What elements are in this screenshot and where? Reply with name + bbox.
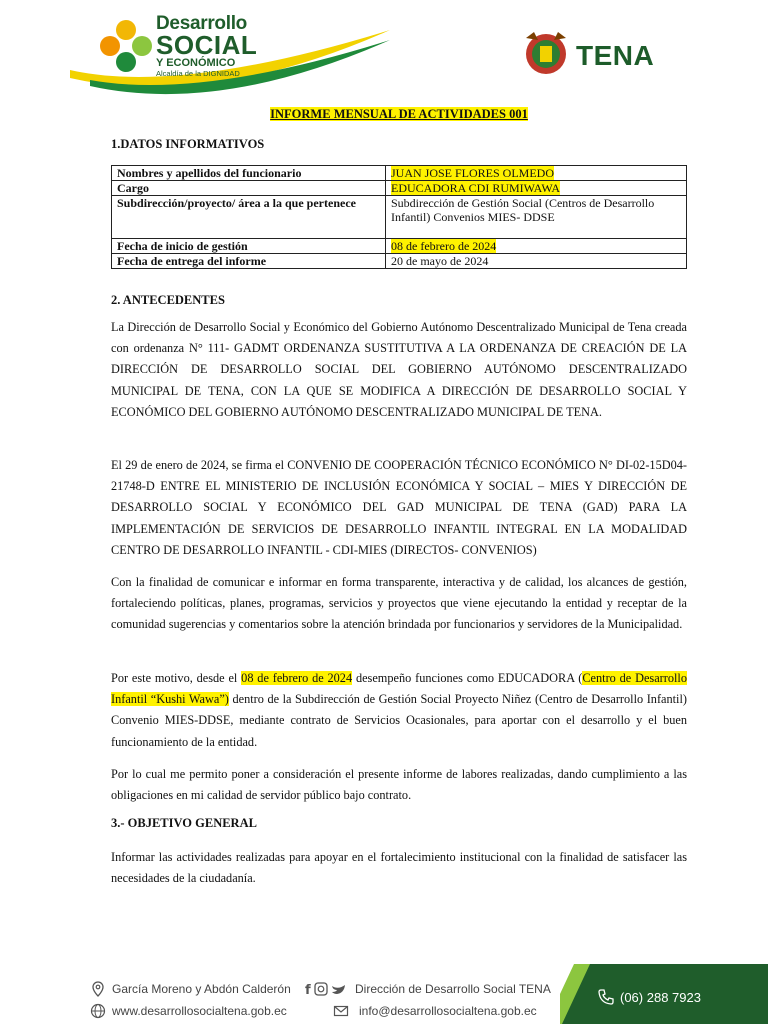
social-text[interactable]: Dirección de Desarrollo Social TENA <box>355 982 551 996</box>
paragraph-antecedentes-3: Con la finalidad de comunicar e informar en forma transparente, interactiva y de calidad, los alcances de gestión, fortaleciendo políticas, planes, programas, servicios y proyectos que viene ejecutando la entidad y receptar de la comunidad sugerencias y comentarios sobre la atención brindada por funcionarios y servidores de la Municipalidad. <box>111 575 687 632</box>
highlighted-center-name: Centro de Desarrollo Infantil “Kushi Wawa”) <box>111 671 687 707</box>
paragraph-text: dentro de la Subdirección de Gestión Social Proyecto Niñez (Centro de Desarrollo Infantil) Convenio MIES-DDSE, mediante contrato de Servicios Ocasionales, para aportar con el desarrollo y el buen funcionamiento de la entidad. <box>111 692 687 749</box>
paragraph-antecedentes-2: El 29 de enero de 2024, se firma el CONVENIO DE COOPERACIÓN TÉCNICO ECONÓMICO N° DI-02-15D04-21748-D ENTRE EL MINISTERIO DE INCLUSIÓN ECONÓMICA Y SOCIAL – MIES Y DIRECCIÓN DE DESARROLLO SOCIAL Y ECONÓMICO DEL GAD MUNICIPAL DE TENA (GAD) PARA LA IMPLEMENTACIÓN DE SERVICIOS DE DESARROLLO INFANTIL INTEGRAL EN LA MODALIDAD CENTRO DE DESARROLLO INFANTIL - CDI-MIES (DIRECTOS- CONVENIOS) <box>111 458 687 557</box>
highlighted-value: EDUCADORA CDI RUMIWAWA <box>391 181 561 195</box>
footer-contact-left <box>90 978 291 1022</box>
footer-contact-mid <box>305 978 551 1022</box>
paragraph-objetivo: Informar las actividades realizadas para apoyar en el fortalecimiento institucional con la finalidad de satisfacer las necesidades de la ciudadanía. <box>111 850 687 886</box>
brand-line-2: SOCIAL <box>156 30 258 60</box>
paragraph-antecedentes-5: Por lo cual me permito poner a consideración el presente informe de labores realizadas, dando cumplimiento a las obligaciones en mi calidad de servidor público bajo contrato. <box>111 767 687 803</box>
table-label: Subdirección/proyecto/ área a la que pertenece <box>112 196 386 239</box>
email-link[interactable]: info@desarrollosocialtena.gob.ec <box>359 1004 537 1018</box>
section-3-heading: 3.- OBJETIVO GENERAL <box>111 816 257 830</box>
website-link[interactable]: www.desarrollosocialtena.gob.ec <box>112 1004 287 1018</box>
info-table <box>111 165 687 269</box>
phone-icon <box>597 988 615 1006</box>
paragraph-antecedentes-1: La Dirección de Desarrollo Social y Económico del Gobierno Autónomo Descentralizado Municipal de Tena creada con ordenanza N° 111- GADMT ORDENANZA SUSTITUTIVA A LA ORDENANZA DE CREACIÓN DE LA DIRECCIÓN DE DESARROLLO SOCIAL DEL GOBIERNO AUTÓNOMO DESCENTRALIZADO MUNICIPAL DE TENA, CON LA QUE SE MODIFICA A DIRECCIÓN DE DESARROLLO SOCIAL Y ECONÓMICO DEL GOBIERNO AUTÓNOMO DESCENTRALIZADO MUNICIPAL DE TENA. <box>111 320 687 419</box>
tena-wordmark: TENA <box>576 40 655 71</box>
section-2-heading: 2. ANTECEDENTES <box>111 293 225 307</box>
tena-seal-icon <box>520 28 572 80</box>
report-title <box>111 106 687 122</box>
table-row <box>112 196 687 239</box>
table-label: Cargo <box>112 181 386 196</box>
desarrollo-social-logo <box>98 12 268 92</box>
table-row <box>112 166 687 181</box>
report-body <box>111 106 687 886</box>
globe-icon <box>90 1003 106 1019</box>
letterhead-footer <box>0 964 768 1024</box>
table-row <box>112 239 687 254</box>
paragraph-antecedentes-4 <box>111 668 687 753</box>
phone-number[interactable]: (06) 288 7923 <box>620 990 701 1005</box>
section-1-heading: 1.DATOS INFORMATIVOS <box>111 137 265 151</box>
brand-line-4: Alcaldía de la DIGNIDAD <box>156 69 240 78</box>
footer-website[interactable] <box>90 1000 291 1022</box>
social-media-icons <box>305 981 349 997</box>
footer-email[interactable] <box>305 1000 551 1022</box>
brand-line-1: Desarrollo <box>156 13 247 34</box>
table-value <box>386 166 687 181</box>
highlighted-value: 08 de febrero de 2024 <box>391 239 497 253</box>
table-value <box>386 181 687 196</box>
footer-address <box>90 978 291 1000</box>
table-label: Fecha de entrega del informe <box>112 254 386 269</box>
brand-wordmark <box>156 14 257 78</box>
table-label: Nombres y apellidos del funcionario <box>112 166 386 181</box>
table-row <box>112 254 687 269</box>
report-title-text: INFORME MENSUAL DE ACTIVIDADES 001 <box>270 107 528 121</box>
highlighted-value: JUAN JOSE FLORES OLMEDO <box>391 166 555 180</box>
location-pin-icon <box>90 981 106 997</box>
footer-social[interactable] <box>305 978 551 1000</box>
table-label: Fecha de inicio de gestión <box>112 239 386 254</box>
svg-text:f: f <box>305 983 311 997</box>
brand-line-3: Y ECONÓMICO <box>156 57 236 69</box>
address-text: García Moreno y Abdón Calderón <box>112 982 291 996</box>
paragraph-text: Por este motivo, desde el <box>111 671 242 685</box>
table-value: 20 de mayo de 2024 <box>386 254 687 269</box>
table-row <box>112 181 687 196</box>
highlighted-date: 08 de febrero de 2024 <box>241 671 353 685</box>
mail-icon <box>333 1003 349 1019</box>
paragraph-text: desempeño funciones como EDUCADORA ( <box>352 671 583 685</box>
letterhead <box>0 0 768 100</box>
table-value <box>386 239 687 254</box>
flower-logo-icon <box>98 18 154 74</box>
table-value: Subdirección de Gestión Social (Centros de Desarrollo Infantil) Convenios MIES- DDSE <box>386 196 687 239</box>
tena-logo <box>520 28 680 84</box>
